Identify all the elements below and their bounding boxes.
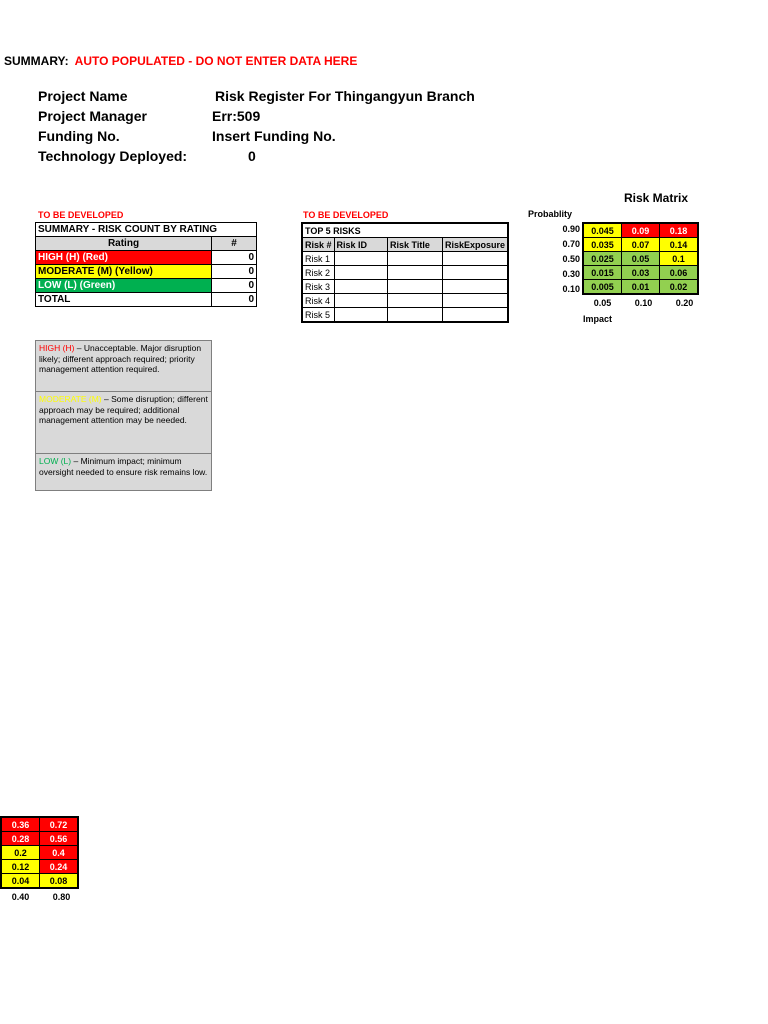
- legend-moderate-text: – Some disruption; different approach may be required; additional management attention may be needed.: [39, 394, 208, 425]
- matrix-cell: 0.56: [40, 832, 79, 846]
- probability-tick: 0.30: [562, 269, 580, 279]
- table-row: [583, 280, 698, 295]
- impact-tick: 0.80: [52, 892, 71, 902]
- table-cell[interactable]: [334, 252, 387, 266]
- project-manager-value: Err:509: [212, 108, 261, 124]
- top5-title: TOP 5 RISKS: [302, 223, 508, 238]
- table-row: [36, 251, 257, 265]
- table-row: [302, 266, 508, 280]
- summary-note: AUTO POPULATED - DO NOT ENTER DATA HERE: [74, 54, 358, 68]
- table-row: [1, 832, 78, 846]
- table-cell[interactable]: [334, 294, 387, 308]
- matrix-cell: 0.08: [40, 874, 79, 889]
- matrix-cell: 0.07: [622, 238, 660, 252]
- legend-moderate-tag: MODERATE (M): [39, 394, 102, 404]
- matrix-cell: 0.12: [1, 860, 40, 874]
- table-cell[interactable]: [334, 266, 387, 280]
- probability-tick: 0.90: [562, 224, 580, 234]
- matrix-cell: 0.09: [622, 223, 660, 238]
- probability-label: Probablity: [528, 209, 573, 219]
- table-row: [1, 846, 78, 860]
- matrix-cell: 0.18: [660, 223, 699, 238]
- table-cell[interactable]: [387, 252, 442, 266]
- summary-banner: [4, 54, 357, 68]
- rating-high-count: 0: [212, 251, 257, 265]
- table-row: [583, 252, 698, 266]
- matrix-cell: 0.24: [40, 860, 79, 874]
- top5-risks-table: [301, 222, 509, 323]
- rating-total-label: TOTAL: [36, 293, 212, 307]
- matrix-cell: 0.035: [583, 238, 622, 252]
- project-name-label: Project Name: [38, 88, 128, 104]
- top5-col-risk-id: Risk ID: [334, 238, 387, 252]
- matrix-cell: 0.025: [583, 252, 622, 266]
- table-row: [1, 817, 78, 832]
- top5-row-label: Risk 3: [302, 280, 334, 294]
- matrix-cell: 0.015: [583, 266, 622, 280]
- legend-high-tag: HIGH (H): [39, 343, 75, 353]
- risk-count-table: [35, 222, 257, 307]
- funding-label: Funding No.: [38, 128, 120, 144]
- top5-col-risk-num: Risk #: [302, 238, 334, 252]
- table-row: [36, 293, 257, 307]
- table-row: [583, 223, 698, 238]
- table-row: [1, 860, 78, 874]
- summary-label: SUMMARY:: [4, 54, 69, 68]
- matrix-cell: 0.28: [1, 832, 40, 846]
- rating-high-label: HIGH (H) (Red): [36, 251, 212, 265]
- table-cell[interactable]: [442, 294, 508, 308]
- table-cell[interactable]: [442, 252, 508, 266]
- project-name-value: Risk Register For Thingangyun Branch: [215, 88, 475, 104]
- impact-tick: 0.10: [634, 298, 653, 308]
- risk-matrix-continued-grid: [0, 816, 79, 889]
- table-cell[interactable]: [387, 266, 442, 280]
- table-cell[interactable]: [334, 280, 387, 294]
- matrix-cell: 0.4: [40, 846, 79, 860]
- risk-matrix-title: Risk Matrix: [624, 191, 689, 205]
- table-row: [36, 265, 257, 279]
- table-cell[interactable]: [442, 266, 508, 280]
- table-row: [583, 266, 698, 280]
- impact-tick: 0.20: [675, 298, 694, 308]
- top5-tbd-note: TO BE DEVELOPED: [303, 210, 389, 220]
- count-col-header: #: [212, 237, 257, 251]
- table-cell[interactable]: [442, 308, 508, 323]
- rating-moderate-count: 0: [212, 265, 257, 279]
- rating-tbd-note: TO BE DEVELOPED: [38, 210, 124, 220]
- matrix-cell: 0.04: [1, 874, 40, 889]
- probability-tick: 0.10: [562, 284, 580, 294]
- top5-col-risk-exposure: RiskExposure: [442, 238, 508, 252]
- table-row: [302, 308, 508, 323]
- rating-low-count: 0: [212, 279, 257, 293]
- top5-row-label: Risk 1: [302, 252, 334, 266]
- top5-row-label: Risk 5: [302, 308, 334, 323]
- rating-total-count: 0: [212, 293, 257, 307]
- impact-axis-continued: [0, 892, 82, 902]
- table-cell[interactable]: [387, 294, 442, 308]
- table-row: [583, 238, 698, 252]
- legend-moderate: [36, 392, 211, 454]
- risk-matrix-grid: [582, 222, 699, 295]
- probability-tick: 0.70: [562, 239, 580, 249]
- table-row: [302, 280, 508, 294]
- legend-low-text: – Minimum impact; minimum oversight needed to ensure risk remains low.: [39, 456, 208, 477]
- matrix-cell: 0.03: [622, 266, 660, 280]
- table-cell[interactable]: [387, 280, 442, 294]
- legend-high: [36, 341, 211, 392]
- matrix-cell: 0.1: [660, 252, 699, 266]
- table-cell[interactable]: [387, 308, 442, 323]
- table-row: [302, 252, 508, 266]
- table-row: [302, 294, 508, 308]
- matrix-cell: 0.14: [660, 238, 699, 252]
- impact-label: Impact: [583, 314, 613, 324]
- matrix-cell: 0.045: [583, 223, 622, 238]
- table-cell[interactable]: [334, 308, 387, 323]
- project-manager-label: Project Manager: [38, 108, 147, 124]
- legend-low-tag: LOW (L): [39, 456, 72, 466]
- rating-legend: [35, 340, 212, 491]
- risk-count-title: SUMMARY - RISK COUNT BY RATING: [36, 223, 257, 237]
- probability-axis: [548, 222, 580, 297]
- table-cell[interactable]: [442, 280, 508, 294]
- matrix-cell: 0.2: [1, 846, 40, 860]
- rating-low-label: LOW (L) (Green): [36, 279, 212, 293]
- top5-row-label: Risk 2: [302, 266, 334, 280]
- legend-low: [36, 454, 211, 490]
- probability-tick: 0.50: [562, 254, 580, 264]
- funding-value: Insert Funding No.: [212, 128, 336, 144]
- matrix-cell: 0.005: [583, 280, 622, 295]
- table-row: [36, 279, 257, 293]
- rating-col-header: Rating: [36, 237, 212, 251]
- legend-high-text: – Unacceptable. Major disruption likely; different approach required; priority management attention required.: [39, 343, 202, 374]
- matrix-cell: 0.72: [40, 817, 79, 832]
- top5-col-risk-title: Risk Title: [387, 238, 442, 252]
- impact-axis: [582, 298, 705, 308]
- rating-moderate-label: MODERATE (M) (Yellow): [36, 265, 212, 279]
- table-row: [1, 874, 78, 889]
- technology-label: Technology Deployed:: [38, 148, 188, 164]
- impact-tick: 0.05: [593, 298, 612, 308]
- matrix-cell: 0.01: [622, 280, 660, 295]
- matrix-cell: 0.05: [622, 252, 660, 266]
- matrix-cell: 0.02: [660, 280, 699, 295]
- impact-tick: 0.40: [11, 892, 30, 902]
- technology-value: 0: [248, 148, 256, 164]
- matrix-cell: 0.36: [1, 817, 40, 832]
- matrix-cell: 0.06: [660, 266, 699, 280]
- top5-row-label: Risk 4: [302, 294, 334, 308]
